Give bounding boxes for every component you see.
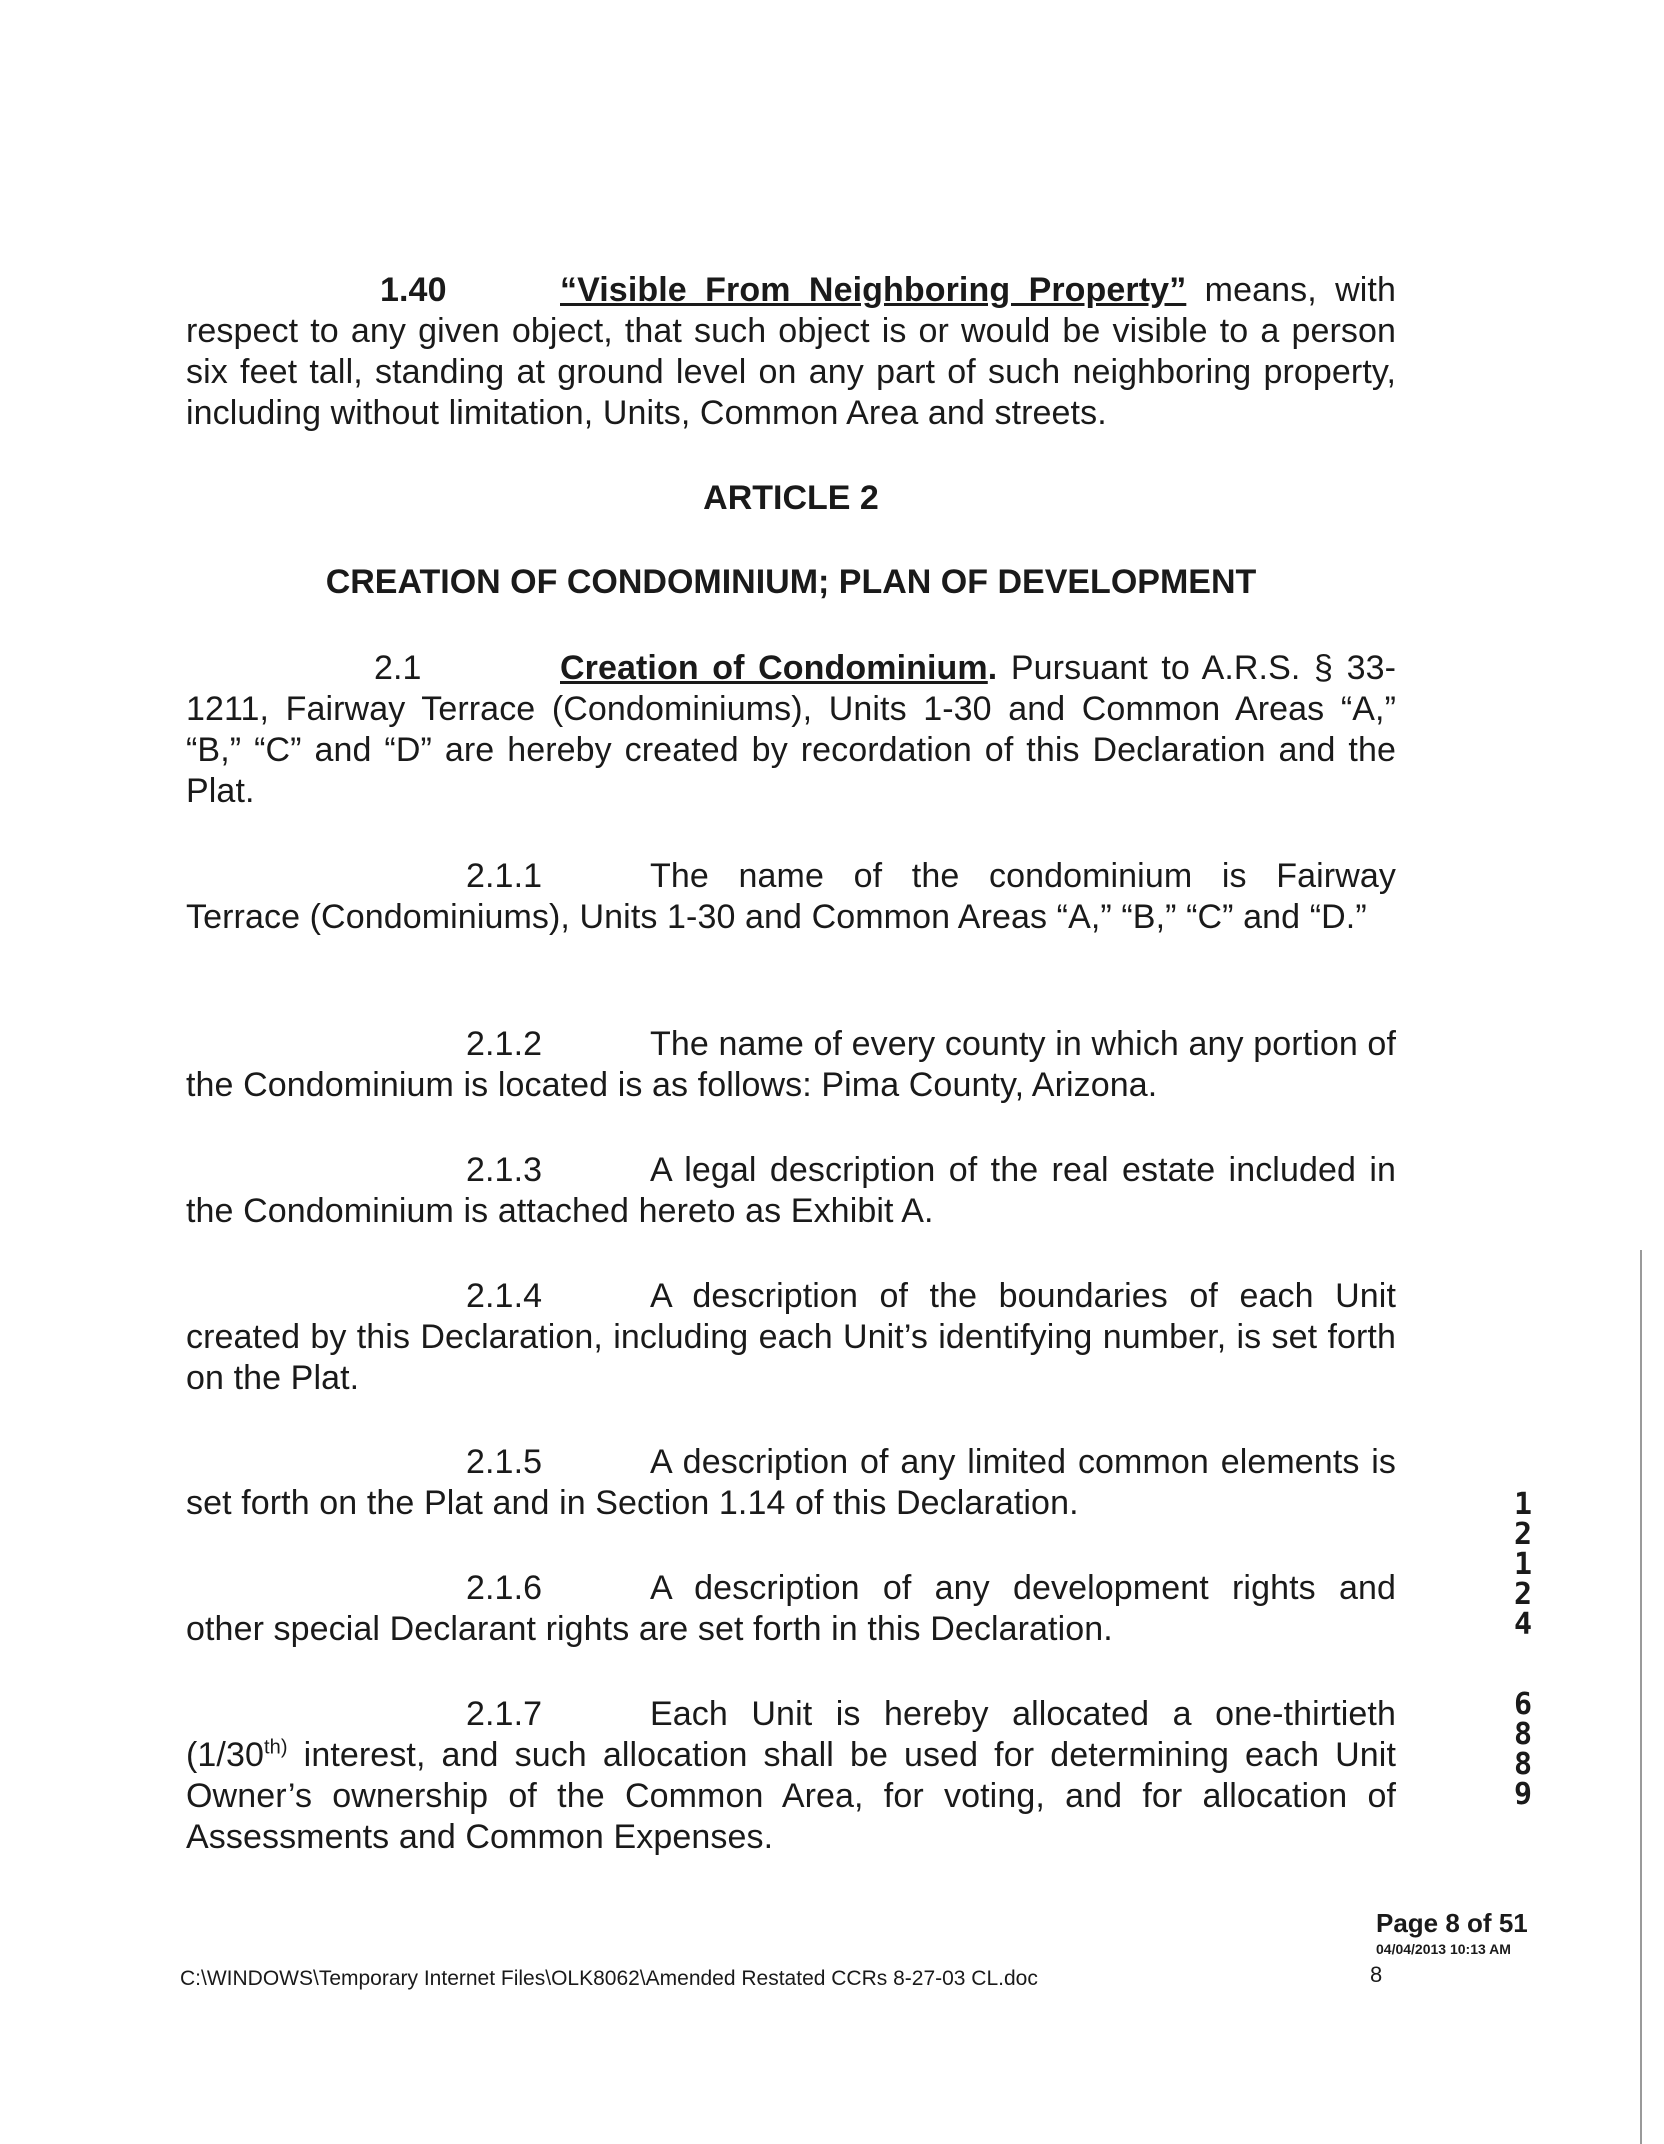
scan-edge-line bbox=[1640, 1250, 1642, 2144]
section-number: 1.40 bbox=[380, 271, 447, 309]
stamp-digit: 6 bbox=[1513, 1687, 1533, 1722]
subsection-2-1-2 bbox=[186, 1024, 1396, 1106]
stamp-digit: 9 bbox=[1513, 1777, 1533, 1812]
subsection-text: The name of the condominium is Fairway Terrace (Condominiums), Units 1-30 and Common Areas “A,” “B,” “C” and “D.” bbox=[186, 857, 1396, 936]
subsection-2-1-4 bbox=[186, 1276, 1396, 1399]
defined-term: “Visible From Neighboring Property” bbox=[560, 271, 1187, 309]
subsection-2-1-7 bbox=[186, 1694, 1396, 1858]
subsection-2-1-1 bbox=[186, 856, 1396, 938]
subsection-number: 2.1.7 bbox=[466, 1695, 543, 1733]
subsection-number: 2.1.4 bbox=[466, 1277, 543, 1315]
stamp-digit: 2 bbox=[1513, 1577, 1533, 1612]
section-2-1 bbox=[186, 648, 1396, 812]
article-title: ARTICLE 2 bbox=[703, 479, 879, 517]
stamp-digit: 2 bbox=[1513, 1517, 1533, 1552]
subsection-text-before: Each Unit is hereby allocated a one-thirtieth (1/30 bbox=[186, 1695, 1396, 1774]
subsection-text: A description of any limited common elements is set forth on the Plat and in Section 1.14 of this Declaration. bbox=[186, 1443, 1396, 1522]
subsection-text: A description of the boundaries of each Unit created by this Declaration, including each Unit’s identifying number, is set forth on the Plat. bbox=[186, 1277, 1396, 1397]
ordinal-superscript: th) bbox=[264, 1736, 288, 1759]
article-subtitle: CREATION OF CONDOMINIUM; PLAN OF DEVELOPMENT bbox=[325, 563, 1257, 601]
page-number: Page 8 of 51 bbox=[1376, 1908, 1528, 1938]
subsection-2-1-6 bbox=[186, 1568, 1396, 1650]
subsection-2-1-3 bbox=[186, 1150, 1396, 1232]
page-sub-number: 8 bbox=[1370, 1962, 1383, 1987]
section-text: means, with respect to any given object, that such object is or would be visible to a person six feet tall, standing at ground level on any part of such neighboring property, including without limitation, Units, Common Area and streets. bbox=[186, 271, 1396, 432]
subsection-number: 2.1.6 bbox=[466, 1569, 543, 1607]
subsection-number: 2.1.2 bbox=[466, 1025, 543, 1063]
section-heading: Creation of Condominium bbox=[560, 649, 988, 687]
section-text: Pursuant to A.R.S. § 33-1211, Fairway Terrace (Condominiums), Units 1-30 and Common Areas “A,” “B,” “C” and “D” are hereby created by recordation of this Declaration and the Plat. bbox=[186, 649, 1397, 810]
print-date: 04/04/2013 10:13 AM bbox=[1376, 1941, 1511, 1957]
subsection-2-1-5 bbox=[186, 1442, 1396, 1524]
subsection-number: 2.1.1 bbox=[466, 857, 543, 895]
section-1-40 bbox=[186, 270, 1396, 434]
subsection-number: 2.1.5 bbox=[466, 1443, 543, 1481]
stamp-digit: 4 bbox=[1513, 1607, 1533, 1642]
stamp-group-1 bbox=[1508, 1487, 1538, 1642]
stamp-digit: 1 bbox=[1513, 1487, 1533, 1522]
subsection-text: The name of every county in which any portion of the Condominium is located is as follows: Pima County, Arizona. bbox=[186, 1025, 1396, 1104]
file-path: C:\WINDOWS\Temporary Internet Files\OLK8062\Amended Restated CCRs 8-27-03 CL.doc bbox=[180, 1967, 1038, 1990]
stamp-digit: 1 bbox=[1513, 1547, 1533, 1582]
stamp-digit: 8 bbox=[1513, 1747, 1533, 1782]
subsection-text: A description of any development rights and other special Declarant rights are set forth in this Declaration. bbox=[186, 1569, 1396, 1648]
subsection-text: A legal description of the real estate included in the Condominium is attached hereto as Exhibit A. bbox=[186, 1151, 1396, 1230]
subsection-text-after: interest, and such allocation shall be used for determining each Unit Owner’s ownership of the Common Area, for voting, and for allocation of Assessments and Common Expenses. bbox=[186, 1736, 1396, 1856]
stamp-digit: 8 bbox=[1513, 1717, 1533, 1752]
recording-stamp bbox=[1508, 1487, 1538, 1812]
section-number: 2.1 bbox=[374, 649, 422, 687]
heading-period: . bbox=[987, 649, 998, 687]
subsection-number: 2.1.3 bbox=[466, 1151, 543, 1189]
stamp-group-2 bbox=[1508, 1687, 1538, 1812]
